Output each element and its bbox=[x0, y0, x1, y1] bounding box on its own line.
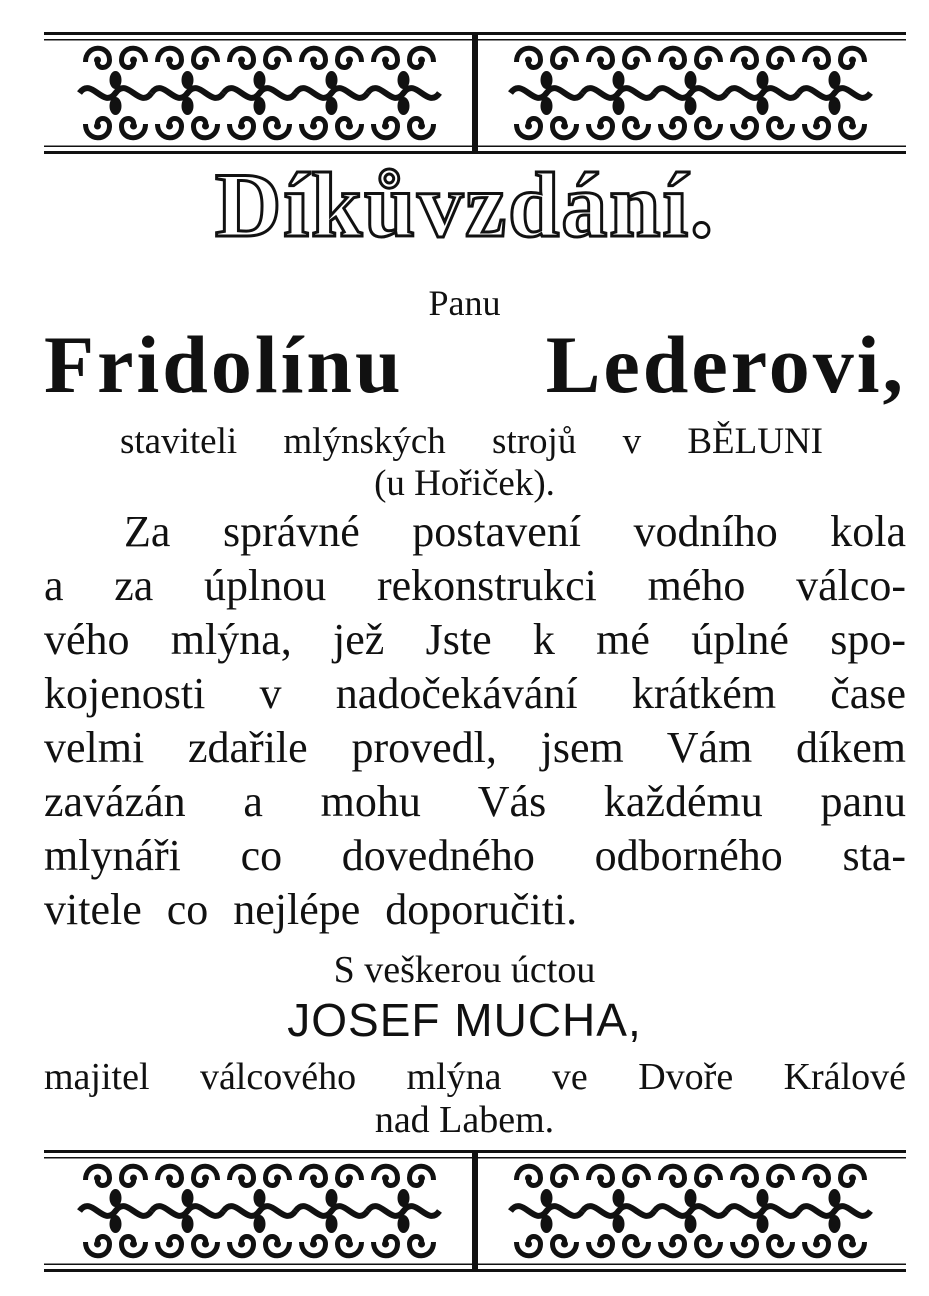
body-line: kojenosti v nadočekávání krátkém čase bbox=[44, 669, 906, 718]
scroll-motif bbox=[224, 1166, 296, 1256]
heading-svg bbox=[135, 158, 795, 258]
scroll-ornament-icon bbox=[44, 32, 906, 154]
recipient-name: Fridolínu Lederovi, bbox=[44, 319, 906, 410]
scroll-motif bbox=[727, 48, 799, 138]
body-line bbox=[44, 883, 694, 937]
body-line: Za správné postavení vodního kola bbox=[124, 507, 906, 556]
scroll-motif bbox=[224, 48, 296, 138]
scroll-motif bbox=[583, 1166, 655, 1256]
signer-title: majitel válcového mlýna ve Dvoře Králové bbox=[44, 1056, 906, 1098]
scroll-motif bbox=[80, 1166, 152, 1256]
body-line: a za úplnou rekonstrukci mého válco- bbox=[44, 561, 906, 610]
bottom-ornamental-border bbox=[44, 1150, 906, 1272]
closing: S veškerou úctou bbox=[333, 949, 596, 991]
scroll-motif bbox=[799, 1166, 871, 1256]
signer-place: nad Labem. bbox=[374, 1099, 555, 1141]
body-line: vého mlýna, jež Jste k mé úplné spo- bbox=[44, 615, 906, 664]
recipient-place: (u Hořiček). bbox=[374, 463, 555, 504]
heading-text: Díkůvzdání. bbox=[214, 158, 715, 256]
salutation: Panu bbox=[428, 283, 501, 323]
scroll-motif bbox=[296, 1166, 368, 1256]
scroll-motif bbox=[655, 1166, 727, 1256]
body-paragraph bbox=[44, 505, 906, 937]
scroll-motif bbox=[368, 1166, 440, 1256]
body-line-text: vitele co nejlépe doporučiti. bbox=[44, 885, 578, 934]
scroll-motif bbox=[583, 48, 655, 138]
heading bbox=[0, 158, 929, 258]
scroll-motif bbox=[152, 48, 224, 138]
body-line: zavázán a mohu Vás každému panu bbox=[44, 777, 906, 826]
recipient-profession: staviteli mlýnských strojů v BĚLUNI bbox=[120, 421, 823, 462]
top-ornamental-border bbox=[44, 32, 906, 154]
scroll-motif bbox=[152, 1166, 224, 1256]
scroll-motif bbox=[296, 48, 368, 138]
scroll-ornament-icon bbox=[44, 1150, 906, 1272]
scroll-motif bbox=[655, 48, 727, 138]
scroll-motif bbox=[511, 48, 583, 138]
scroll-motif bbox=[727, 1166, 799, 1256]
body-line: mlynáři co dovedného odborného sta- bbox=[44, 831, 906, 880]
scroll-motif bbox=[80, 48, 152, 138]
scroll-motif bbox=[511, 1166, 583, 1256]
body-line: velmi zdařile provedl, jsem Vám díkem bbox=[44, 723, 906, 772]
scroll-motif bbox=[368, 48, 440, 138]
signer-name: JOSEF MUCHA, bbox=[287, 994, 642, 1046]
scroll-motif bbox=[799, 48, 871, 138]
